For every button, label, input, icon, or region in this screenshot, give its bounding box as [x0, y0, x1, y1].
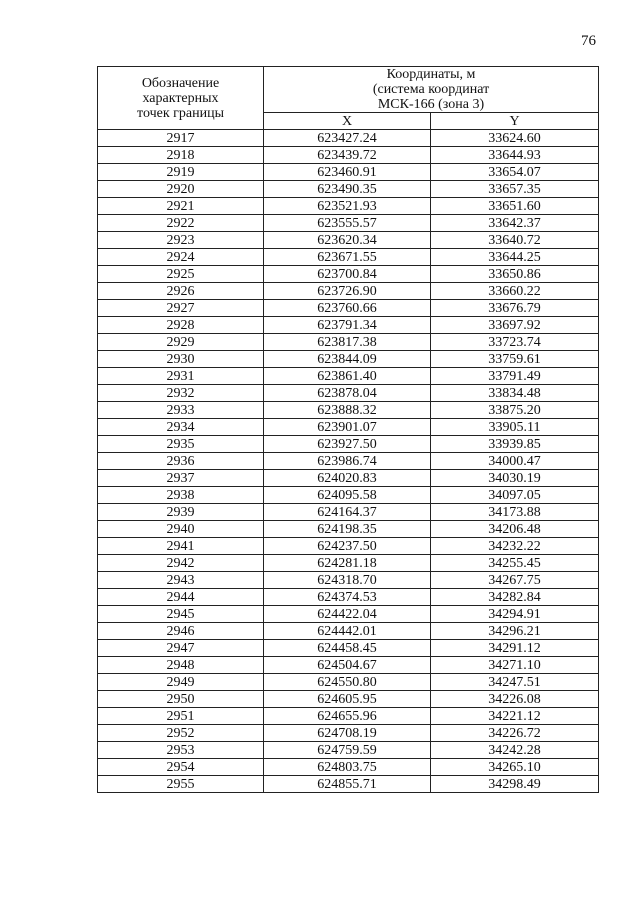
x-cell: 624318.70	[264, 572, 431, 589]
point-id-cell: 2918	[98, 147, 264, 164]
point-id-cell: 2945	[98, 606, 264, 623]
x-cell: 624237.50	[264, 538, 431, 555]
y-cell: 33791.49	[431, 368, 599, 385]
table-row	[98, 147, 599, 164]
x-cell: 623844.09	[264, 351, 431, 368]
y-cell: 33654.07	[431, 164, 599, 181]
point-id-cell: 2948	[98, 657, 264, 674]
point-id-cell: 2955	[98, 776, 264, 793]
point-id-cell: 2919	[98, 164, 264, 181]
table-row	[98, 470, 599, 487]
table-row	[98, 164, 599, 181]
table-row	[98, 555, 599, 572]
table-row	[98, 623, 599, 640]
x-cell: 624504.67	[264, 657, 431, 674]
header-y: Y	[431, 113, 599, 130]
y-cell: 33676.79	[431, 300, 599, 317]
point-id-cell: 2946	[98, 623, 264, 640]
x-cell: 624020.83	[264, 470, 431, 487]
point-id-cell: 2942	[98, 555, 264, 572]
x-cell: 624855.71	[264, 776, 431, 793]
header-designation	[98, 67, 264, 130]
y-cell: 33875.20	[431, 402, 599, 419]
point-id-cell: 2925	[98, 266, 264, 283]
table-row	[98, 640, 599, 657]
point-id-cell: 2928	[98, 317, 264, 334]
y-cell: 34000.47	[431, 453, 599, 470]
point-id-cell: 2951	[98, 708, 264, 725]
page-number: 76	[581, 33, 596, 49]
x-cell: 623726.90	[264, 283, 431, 300]
table-row	[98, 419, 599, 436]
y-cell: 34296.21	[431, 623, 599, 640]
y-cell: 33723.74	[431, 334, 599, 351]
header-x: X	[264, 113, 431, 130]
table-row	[98, 402, 599, 419]
point-id-cell: 2954	[98, 759, 264, 776]
x-cell: 624759.59	[264, 742, 431, 759]
x-cell: 624458.45	[264, 640, 431, 657]
y-cell: 33759.61	[431, 351, 599, 368]
y-cell: 33624.60	[431, 130, 599, 147]
table-row	[98, 385, 599, 402]
point-id-cell: 2943	[98, 572, 264, 589]
x-cell: 623521.93	[264, 198, 431, 215]
table-row	[98, 436, 599, 453]
x-cell: 623439.72	[264, 147, 431, 164]
table-row	[98, 351, 599, 368]
table-row	[98, 317, 599, 334]
table-header	[98, 67, 599, 130]
point-id-cell: 2929	[98, 334, 264, 351]
y-cell: 34271.10	[431, 657, 599, 674]
point-id-cell: 2944	[98, 589, 264, 606]
table-row	[98, 249, 599, 266]
x-cell: 624422.04	[264, 606, 431, 623]
y-cell: 33644.93	[431, 147, 599, 164]
table-row	[98, 572, 599, 589]
table-row	[98, 283, 599, 300]
point-id-cell: 2917	[98, 130, 264, 147]
point-id-cell: 2934	[98, 419, 264, 436]
point-id-cell: 2931	[98, 368, 264, 385]
x-cell: 623986.74	[264, 453, 431, 470]
point-id-cell: 2952	[98, 725, 264, 742]
table-row	[98, 130, 599, 147]
table-row	[98, 691, 599, 708]
x-cell: 624374.53	[264, 589, 431, 606]
y-cell: 34030.19	[431, 470, 599, 487]
table-row	[98, 589, 599, 606]
point-id-cell: 2947	[98, 640, 264, 657]
table-row	[98, 198, 599, 215]
point-id-cell: 2949	[98, 674, 264, 691]
header-designation-line-1: Обозначение	[141, 75, 220, 91]
table-row	[98, 759, 599, 776]
header-coordinates-line-1: Координаты, м	[386, 67, 476, 82]
header-coordinates-line-2: (система координат	[372, 82, 490, 97]
point-id-cell: 2926	[98, 283, 264, 300]
table-row	[98, 742, 599, 759]
y-cell: 33650.86	[431, 266, 599, 283]
y-cell: 34232.22	[431, 538, 599, 555]
point-id-cell: 2921	[98, 198, 264, 215]
x-cell: 623490.35	[264, 181, 431, 198]
x-cell: 624281.18	[264, 555, 431, 572]
point-id-cell: 2923	[98, 232, 264, 249]
x-cell: 623791.34	[264, 317, 431, 334]
point-id-cell: 2937	[98, 470, 264, 487]
point-id-cell: 2920	[98, 181, 264, 198]
coordinates-table	[97, 66, 599, 793]
x-cell: 623817.38	[264, 334, 431, 351]
x-cell: 624655.96	[264, 708, 431, 725]
point-id-cell: 2953	[98, 742, 264, 759]
x-cell: 623927.50	[264, 436, 431, 453]
point-id-cell: 2927	[98, 300, 264, 317]
table-row	[98, 181, 599, 198]
y-cell: 33905.11	[431, 419, 599, 436]
header-coordinates	[264, 67, 599, 113]
x-cell: 624708.19	[264, 725, 431, 742]
x-cell: 623460.91	[264, 164, 431, 181]
y-cell: 33660.22	[431, 283, 599, 300]
point-id-cell: 2935	[98, 436, 264, 453]
point-id-cell: 2922	[98, 215, 264, 232]
x-cell: 623878.04	[264, 385, 431, 402]
y-cell: 33939.85	[431, 436, 599, 453]
x-cell: 624605.95	[264, 691, 431, 708]
table-row	[98, 657, 599, 674]
y-cell: 33644.25	[431, 249, 599, 266]
x-cell: 623901.07	[264, 419, 431, 436]
table-row	[98, 674, 599, 691]
table-row	[98, 538, 599, 555]
table-row	[98, 215, 599, 232]
x-cell: 623760.66	[264, 300, 431, 317]
y-cell: 34247.51	[431, 674, 599, 691]
y-cell: 34267.75	[431, 572, 599, 589]
x-cell: 624095.58	[264, 487, 431, 504]
y-cell: 33640.72	[431, 232, 599, 249]
x-cell: 623700.84	[264, 266, 431, 283]
header-designation-line-3: точек границы	[137, 105, 224, 121]
header-designation-line-2: характерных	[142, 90, 219, 106]
table-row	[98, 334, 599, 351]
x-cell: 624550.80	[264, 674, 431, 691]
table-row	[98, 368, 599, 385]
y-cell: 34226.72	[431, 725, 599, 742]
x-cell: 624164.37	[264, 504, 431, 521]
y-cell: 34226.08	[431, 691, 599, 708]
y-cell: 33697.92	[431, 317, 599, 334]
table-row	[98, 725, 599, 742]
y-cell: 33642.37	[431, 215, 599, 232]
point-id-cell: 2940	[98, 521, 264, 538]
x-cell: 624442.01	[264, 623, 431, 640]
x-cell: 624198.35	[264, 521, 431, 538]
y-cell: 34291.12	[431, 640, 599, 657]
y-cell: 34173.88	[431, 504, 599, 521]
table-row	[98, 521, 599, 538]
point-id-cell: 2932	[98, 385, 264, 402]
x-cell: 623427.24	[264, 130, 431, 147]
table-row	[98, 606, 599, 623]
point-id-cell: 2924	[98, 249, 264, 266]
x-cell: 623671.55	[264, 249, 431, 266]
y-cell: 34265.10	[431, 759, 599, 776]
y-cell: 34206.48	[431, 521, 599, 538]
table-row	[98, 487, 599, 504]
x-cell: 623861.40	[264, 368, 431, 385]
y-cell: 34294.91	[431, 606, 599, 623]
y-cell: 34097.05	[431, 487, 599, 504]
point-id-cell: 2941	[98, 538, 264, 555]
point-id-cell: 2938	[98, 487, 264, 504]
x-cell: 623620.34	[264, 232, 431, 249]
table-body	[98, 130, 599, 793]
y-cell: 34298.49	[431, 776, 599, 793]
y-cell: 34221.12	[431, 708, 599, 725]
header-coordinates-line-3: МСК-166 (зона 3)	[377, 97, 485, 112]
point-id-cell: 2936	[98, 453, 264, 470]
table-row	[98, 300, 599, 317]
y-cell: 34242.28	[431, 742, 599, 759]
point-id-cell: 2930	[98, 351, 264, 368]
table-row	[98, 453, 599, 470]
point-id-cell: 2950	[98, 691, 264, 708]
x-cell: 623555.57	[264, 215, 431, 232]
table-row	[98, 708, 599, 725]
table-row	[98, 776, 599, 793]
y-cell: 33834.48	[431, 385, 599, 402]
point-id-cell: 2933	[98, 402, 264, 419]
table-row	[98, 504, 599, 521]
point-id-cell: 2939	[98, 504, 264, 521]
y-cell: 33657.35	[431, 181, 599, 198]
y-cell: 34282.84	[431, 589, 599, 606]
x-cell: 623888.32	[264, 402, 431, 419]
table-row	[98, 232, 599, 249]
table-row	[98, 266, 599, 283]
y-cell: 34255.45	[431, 555, 599, 572]
x-cell: 624803.75	[264, 759, 431, 776]
y-cell: 33651.60	[431, 198, 599, 215]
